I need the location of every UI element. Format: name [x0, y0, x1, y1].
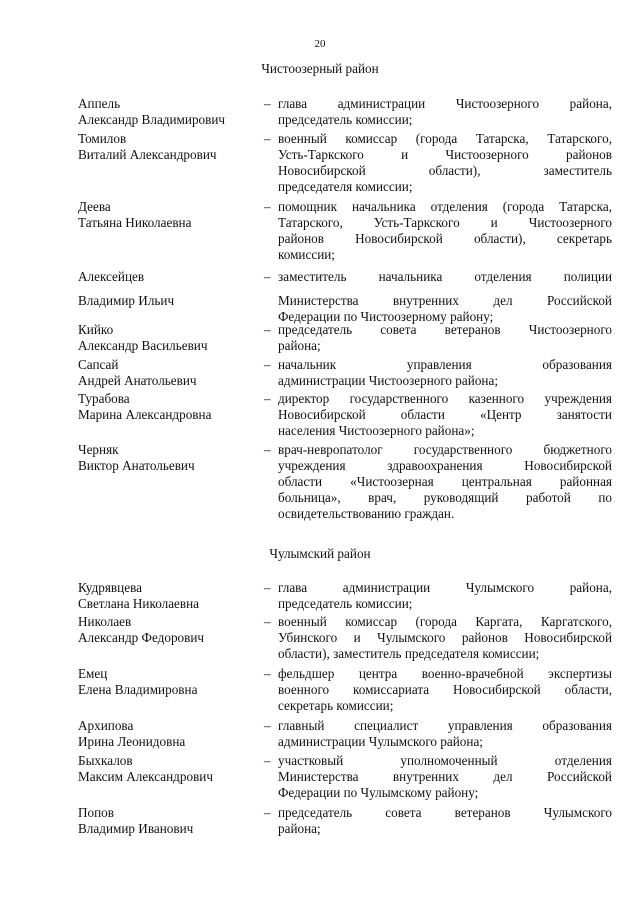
separator-dash: – [264, 322, 271, 337]
position-line: Министерства внутренних дел Российской [278, 293, 612, 308]
member-surname: Николаев [78, 614, 132, 629]
position-line: военного комиссариата Новосибирской области, [278, 682, 612, 697]
position-line: района; [278, 821, 321, 836]
member-given-names: Александр Владимирович [78, 112, 226, 127]
separator-dash: – [264, 357, 271, 372]
separator-dash: – [264, 442, 271, 457]
position-line: председатель комиссии; [278, 596, 413, 611]
position-line: глава администрации Чулымского района, [278, 580, 612, 595]
member-given-names: Максим Александрович [78, 769, 213, 784]
position-line: Новосибирской области), заместитель [278, 163, 612, 178]
position-line: Новосибирской области «Центр занятости [278, 407, 612, 422]
member-position [278, 805, 612, 837]
position-line: области «Чистоозерная центральная районная [278, 474, 612, 489]
member-given-names: Марина Александровна [78, 407, 212, 422]
separator-dash: – [264, 718, 271, 733]
member-name [78, 753, 262, 785]
member-position [278, 718, 612, 750]
position-line: освидетельствованию граждан. [278, 506, 455, 521]
member-position [278, 131, 612, 195]
member-surname: Емец [78, 666, 108, 681]
member-given-names: Андрей Анатольевич [78, 373, 197, 388]
member-given-names: Владимир Ильич [78, 293, 175, 308]
member-position [278, 614, 612, 662]
member-surname: Кудрявцева [78, 580, 142, 595]
member-name [78, 718, 262, 750]
member-name [78, 666, 262, 698]
member-given-names: Владимир Иванович [78, 821, 194, 836]
member-given-names: Александр Федорович [78, 630, 205, 645]
position-line: Усть-Таркского и Чистоозерного районов [278, 147, 612, 162]
member-name [78, 442, 262, 474]
member-surname: Попов [78, 805, 114, 820]
separator-dash: – [264, 199, 271, 214]
member-position [278, 269, 612, 325]
member-surname: Черняк [78, 442, 119, 457]
page-number: 20 [314, 38, 326, 50]
member-surname: Аппель [78, 96, 121, 111]
position-line: секретарь комиссии; [278, 698, 394, 713]
member-surname: Турабова [78, 391, 130, 406]
section-title-chulymsky: Чулымский район [269, 546, 371, 561]
member-name [78, 357, 262, 389]
position-line: области), заместитель председателя комиссии; [278, 646, 540, 661]
member-position [278, 322, 612, 354]
position-line: Убинского и Чулымского районов Новосибирской [278, 630, 612, 645]
position-line: военный комиссар (города Каргата, Каргатского, [278, 614, 612, 629]
position-line: директор государственного казенного учреждения [278, 391, 612, 406]
separator-dash: – [264, 805, 271, 820]
member-name [78, 580, 262, 612]
member-position [278, 199, 612, 263]
member-surname: Деева [78, 199, 111, 214]
member-position [278, 753, 612, 801]
position-line: начальник управления образования [278, 357, 612, 372]
position-line: Татарского, Усть-Таркского и Чистоозерного [278, 215, 612, 230]
member-name [78, 322, 262, 354]
member-name [78, 805, 262, 837]
separator-dash: – [264, 131, 271, 146]
member-surname: Томилов [78, 131, 127, 146]
position-line: участковый уполномоченный отделения [278, 753, 612, 768]
member-given-names: Елена Владимировна [78, 682, 198, 697]
member-position [278, 391, 612, 439]
position-line: председатель комиссии; [278, 112, 413, 127]
position-line: председателя комиссии; [278, 179, 413, 194]
member-given-names: Александр Васильевич [78, 338, 208, 353]
position-line: Федерации по Чистоозерному району; [278, 309, 494, 324]
member-given-names: Светлана Николаевна [78, 596, 200, 611]
member-position [278, 580, 612, 612]
member-name [78, 614, 262, 646]
position-line: председатель совета ветеранов Чистоозерного [278, 322, 612, 337]
position-line: Министерства внутренних дел Российской [278, 769, 612, 784]
separator-dash: – [264, 391, 271, 406]
position-line: врач-невропатолог государственного бюджетного [278, 442, 612, 457]
member-given-names: Татьяна Николаевна [78, 215, 192, 230]
member-name [78, 96, 262, 128]
member-name [78, 391, 262, 423]
member-name [78, 199, 262, 231]
position-line: районов Новосибирской области), секретарь [278, 231, 612, 246]
separator-dash: – [264, 753, 271, 768]
section-title-chistoozerny: Чистоозерный район [261, 61, 379, 76]
position-line: администрации Чулымского района; [278, 734, 483, 749]
member-surname: Сапсай [78, 357, 119, 372]
member-position [278, 442, 612, 522]
member-name [78, 269, 262, 309]
separator-dash: – [264, 269, 271, 284]
member-given-names: Ирина Леонидовна [78, 734, 186, 749]
position-line: района; [278, 338, 321, 353]
position-line: председатель совета ветеранов Чулымского [278, 805, 612, 820]
position-line: фельдшер центра военно-врачебной экспертизы [278, 666, 612, 681]
member-name [78, 131, 262, 163]
member-given-names: Виктор Анатольевич [78, 458, 195, 473]
member-position [278, 666, 612, 714]
position-line: комиссии; [278, 247, 335, 262]
member-surname: Кийко [78, 322, 114, 337]
member-surname: Архипова [78, 718, 134, 733]
position-line: учреждения здравоохранения Новосибирской [278, 458, 612, 473]
position-line: главный специалист управления образования [278, 718, 612, 733]
position-line: помощник начальника отделения (города Татарска, [278, 199, 612, 214]
position-line: населения Чистоозерного района»; [278, 423, 475, 438]
separator-dash: – [264, 580, 271, 595]
position-line: Федерации по Чулымскому району; [278, 785, 479, 800]
position-line: администрации Чистоозерного района; [278, 373, 498, 388]
separator-dash: – [264, 614, 271, 629]
position-line: военный комиссар (города Татарска, Татарского, [278, 131, 612, 146]
position-line: больница», врач, руководящий работой по [278, 490, 612, 505]
member-position [278, 357, 612, 389]
separator-dash: – [264, 96, 271, 111]
member-surname: Быхкалов [78, 753, 133, 768]
member-given-names: Виталий Александрович [78, 147, 217, 162]
member-surname: Алексейцев [78, 269, 145, 284]
member-position [278, 96, 612, 128]
position-line: глава администрации Чистоозерного района, [278, 96, 612, 111]
position-line: заместитель начальника отделения полиции [278, 269, 612, 284]
separator-dash: – [264, 666, 271, 681]
